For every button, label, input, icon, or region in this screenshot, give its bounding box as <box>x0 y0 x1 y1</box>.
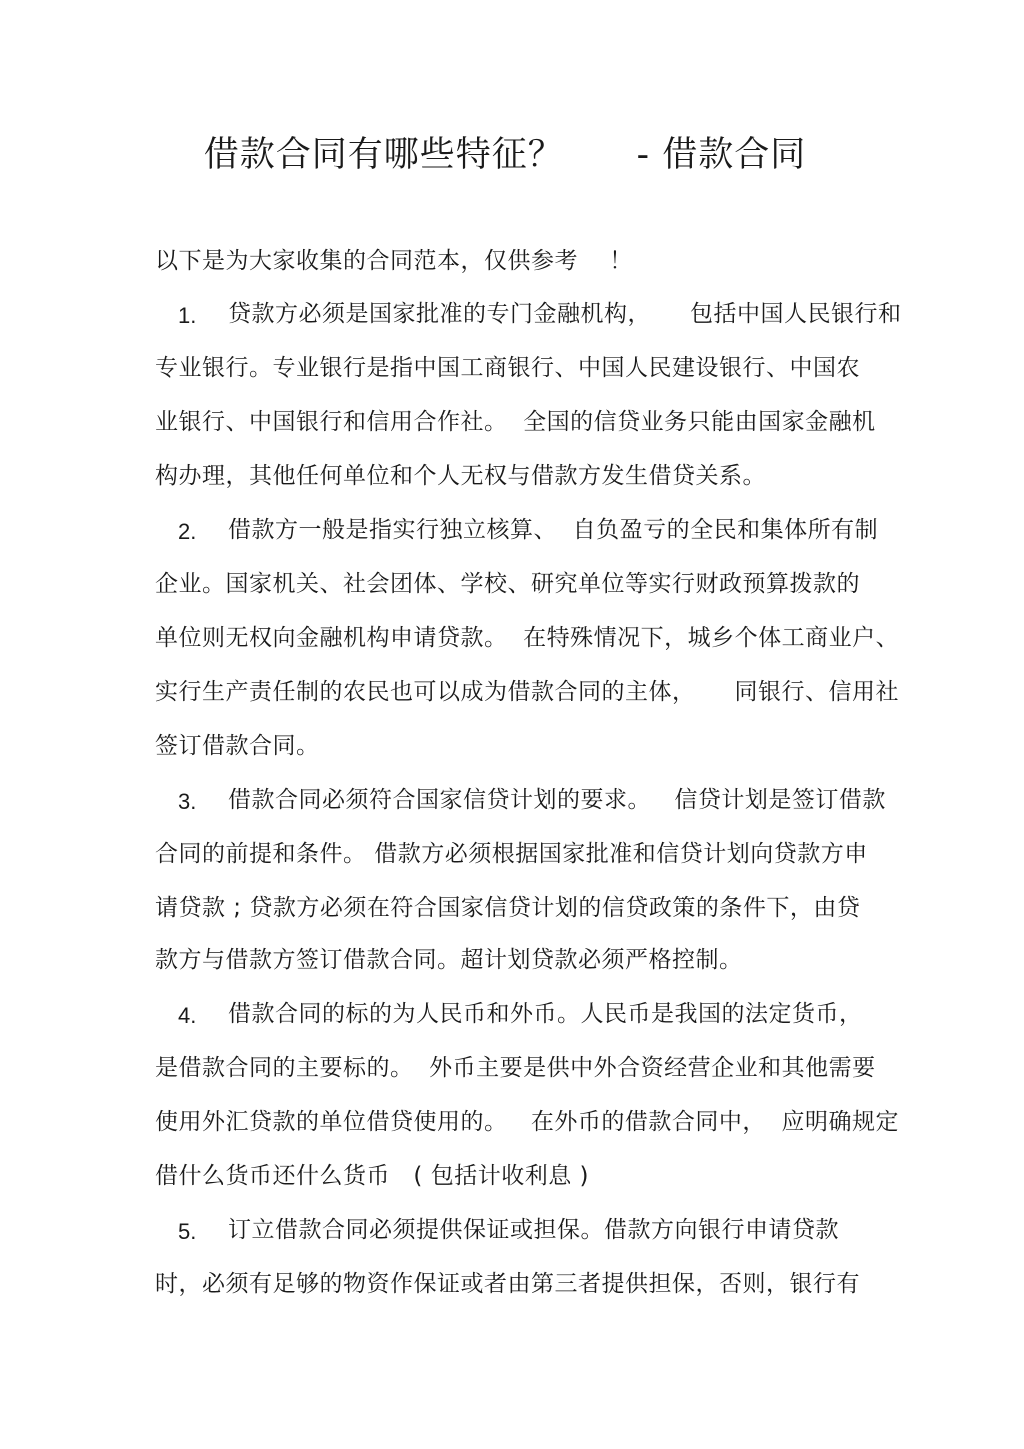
paragraph-line: 企业。国家机关、社会团体、学校、研究单位等实行财政预算拨款的 <box>155 571 860 597</box>
document-title: 借款合同有哪些特征？ - 借款合同 <box>203 135 807 175</box>
paragraph-line: 专业银行。专业银行是指中国工商银行、中国人民建设银行、中国农 <box>155 355 860 381</box>
paragraph-line: 借什么货币还什么货币 ( 包括计收利息 ) <box>155 1163 590 1189</box>
section-number: 4. <box>178 1003 197 1028</box>
paragraph-line: 请贷款 ; 贷款方必须在符合国家信贷计划的信贷政策的条件下，由贷 <box>155 895 861 921</box>
paragraph-line: 业银行、中国银行和信用合作社。 全国的信贷业务只能由国家金融机 <box>155 409 876 435</box>
paragraph-line: 订立借款合同必须提供保证或担保。借款方向银行申请贷款 <box>228 1217 839 1243</box>
paragraph-line: 合同的前提和条件。 借款方必须根据国家批准和信贷计划向贷款方申 <box>155 841 868 867</box>
paragraph-line: 贷款方必须是国家批准的专门金融机构， 包括中国人民银行和 <box>228 301 902 327</box>
paragraph-line: 构办理，其他任何单位和个人无权与借款方发生借贷关系。 <box>155 463 766 489</box>
paragraph-line: 借款方一般是指实行独立核算、 自负盈亏的全民和集体所有制 <box>228 517 879 543</box>
section-number: 5. <box>178 1219 197 1244</box>
paragraph-line: 实行生产责任制的农民也可以成为借款合同的主体， 同银行、信用社 <box>155 679 900 705</box>
section-number: 2. <box>178 519 197 544</box>
paragraph-line: 借款合同的标的为人民币和外币。人民币是我国的法定货币， <box>228 1001 863 1027</box>
paragraph-line: 时，必须有足够的物资作保证或者由第三者提供担保，否则，银行有 <box>155 1271 860 1297</box>
paragraph-line: 是借款合同的主要标的。 外币主要是供中外合资经营企业和其他需要 <box>155 1055 876 1081</box>
paragraph-line: 单位则无权向金融机构申请贷款。 在特殊情况下，城乡个体工商业户、 <box>155 625 900 651</box>
paragraph-line: 使用外汇贷款的单位借贷使用的。 在外币的借款合同中， 应明确规定 <box>155 1109 900 1135</box>
section-number: 1. <box>178 303 197 328</box>
intro-text: 以下是为大家收集的合同范本，仅供参考 ！ <box>155 248 633 274</box>
paragraph-line: 借款合同必须符合国家信贷计划的要求。 信贷计划是签订借款 <box>228 787 886 813</box>
paragraph-line: 签订借款合同。 <box>155 733 320 759</box>
section-number: 3. <box>178 789 197 814</box>
paragraph-line: 款方与借款方签订借款合同。超计划贷款必须严格控制。 <box>155 947 743 973</box>
